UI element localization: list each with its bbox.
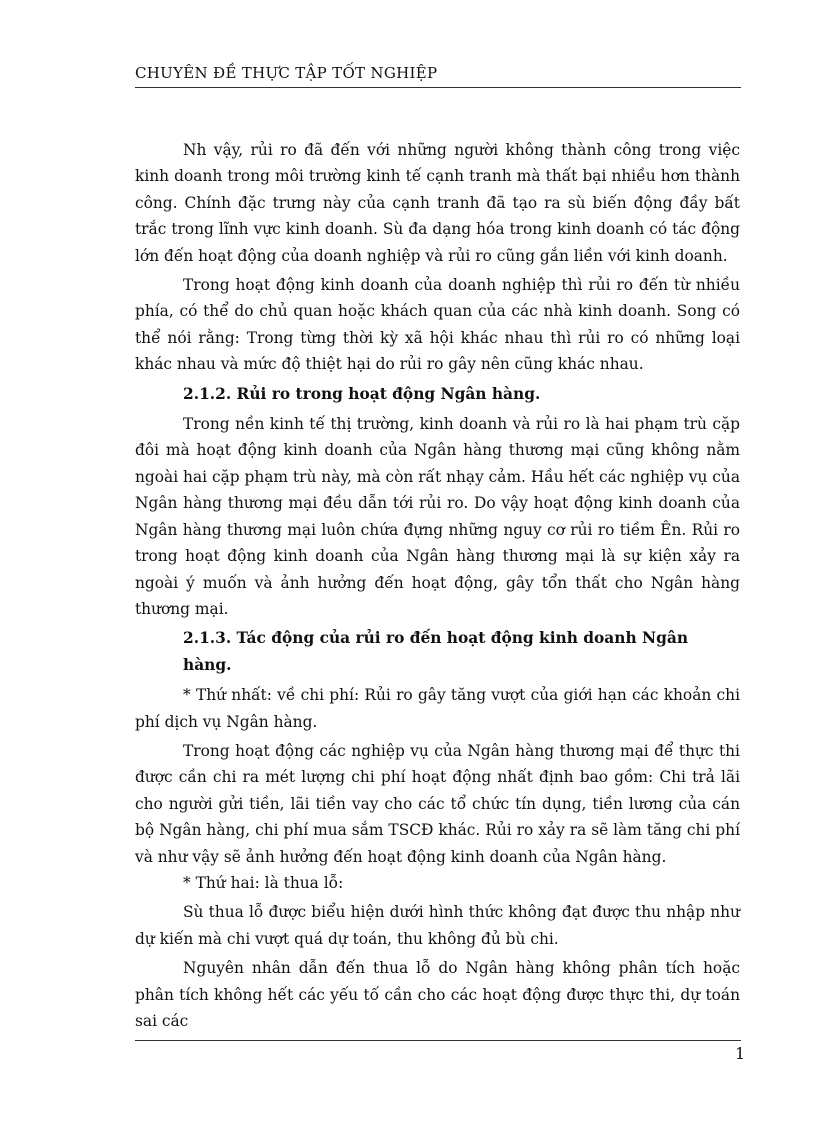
header-divider [135,87,741,88]
footer-divider [135,1040,741,1041]
paragraph-2: Trong hoạt động kinh doanh của doanh nghiệp thì rủi ro đến từ nhiều phía, có thể do chủ quan hoặc khách quan của các nhà kinh doanh. Song có thể nói rằng: Trong từng thời kỳ xã hội khác nhau thì rủi ro có những loại khác nhau và mức độ thiệt hại do rủi ro gây nên cũng khác nhau. [135,276,740,374]
paragraph-5: Trong hoạt động các nghiệp vụ của Ngân hàng thương mại để thực thi được cần chi ra mét lượng chi phí hoạt động nhất định bao gồm: Chi trả lãi cho người gửi tiền, lãi tiền vay cho các tổ chức tín dụng, tiền lương của cán bộ Ngân hàng, chi phí mua sắm TSCĐ khác. Rủi ro xảy ra sẽ làm tăng chi phí và như vậy sẽ ảnh hưởng đến hoạt động kinh doanh của Ngân hàng. [135,741,740,866]
running-header-title: CHUYÊN ĐỀ THỰC TẬP TỐT NGHIỆP [135,64,438,82]
paragraph-3: Trong nền kinh tế thị trường, kinh doanh và rủi ro là hai phạm trù cặp đôi mà hoạt động kinh doanh của Ngân hàng thương mại cũng không nằm ngoài hai cặp phạm trù này, mà còn rất nhạy cảm. Hầu hết các nghiệp vụ của Ngân hàng thương mại đều dẫn tới rủi ro. Do vậy hoạt động kinh doanh của Ngân hàng thương mại luôn chứa đựng những nguy cơ rủi ro tiềm Ên. Rủi ro trong hoạt động kinh doanh của Ngân hàng thương mại là sự kiện xảy ra ngoài ý muốn và ảnh hưởng đến hoạt động, gây tổn thất cho Ngân hàng thương mại. [135,415,740,618]
paragraph-8: Nguyên nhân dẫn đến thua lỗ do Ngân hàng không phân tích hoặc phân tích không hết các yếu tố cần cho các hoạt động được thực thi, dự toán sai các [135,959,740,1030]
document-body [135,137,740,1034]
paragraph-6: * Thứ hai: là thua lỗ: [183,873,344,892]
section-heading-2-1-2: 2.1.2. Rủi ro trong hoạt động Ngân hàng. [183,384,541,403]
section-heading-2-1-3: 2.1.3. Tác động của rủi ro đến hoạt động kinh doanh Ngân hàng. [183,629,689,674]
paragraph-1: Nh vậy, rủi ro đã đến với những người không thành công trong việc kinh doanh trong môi trường kinh tế cạnh tranh mà thất bại nhiều hơn thành công. Chính đặc trưng này của cạnh tranh đã tạo ra sù biến động đầy bất trắc trong lĩnh vực kinh doanh. Sù đa dạng hóa trong kinh doanh có tác động lớn đến hoạt động của doanh nghiệp và rủi ro cũng gắn liền với kinh doanh. [135,141,740,265]
paragraph-4: * Thứ nhất: về chi phí: Rủi ro gây tăng vượt của giới hạn các khoản chi phí dịch vụ Ngân hàng. [135,686,740,731]
page-number: 1 [735,1044,746,1063]
paragraph-7: Sù thua lỗ được biểu hiện dưới hình thức không đạt được thu nhập như dự kiến mà chi vượt quá dự toán, thu không đủ bù chi. [135,903,740,948]
